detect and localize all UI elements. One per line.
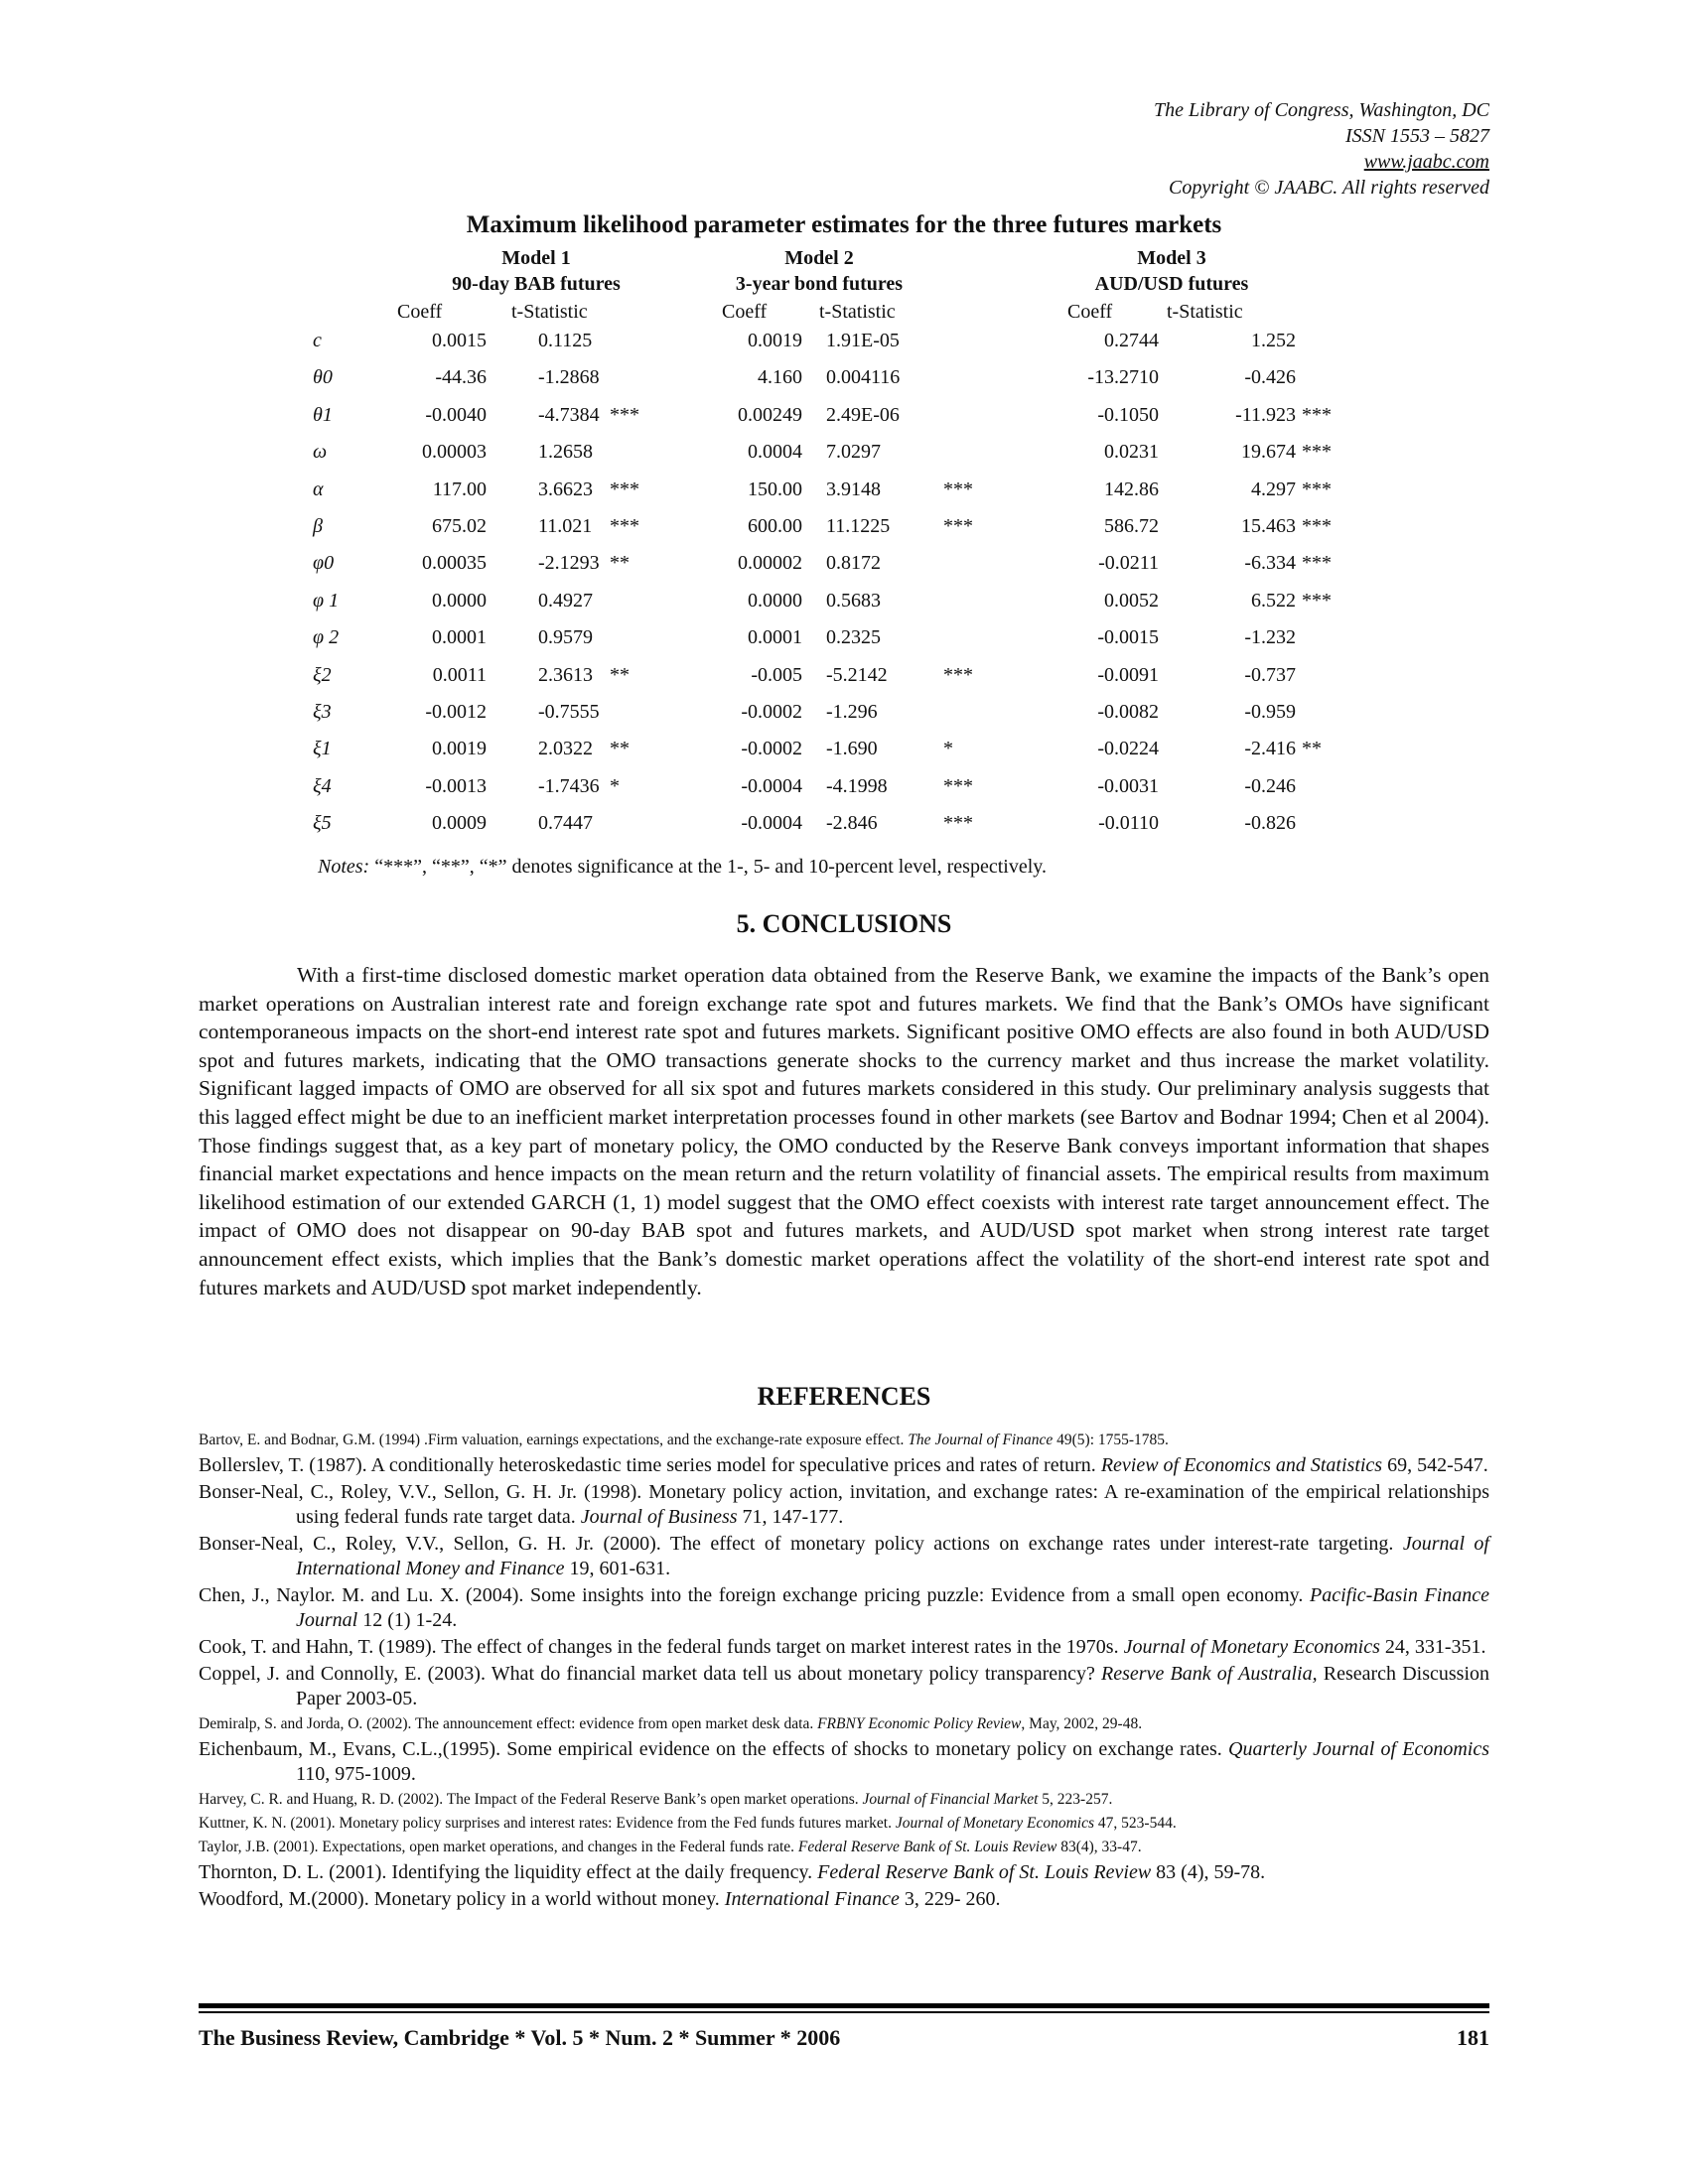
significance-stars: *** bbox=[943, 812, 973, 835]
significance-stars: ** bbox=[1302, 738, 1322, 760]
footer-rule bbox=[199, 2003, 1489, 2008]
notes-label: Notes: bbox=[318, 856, 370, 878]
table-title: Maximum likelihood parameter estimates for the three futures markets bbox=[466, 211, 1222, 238]
coeff-cell: -0.0091 bbox=[1097, 663, 1159, 686]
table-notes bbox=[318, 856, 1047, 879]
reference-journal: International Finance bbox=[724, 1888, 900, 1910]
model-1-heading bbox=[377, 245, 695, 297]
tstat-cell: 11.021 bbox=[538, 515, 593, 537]
notes-text: “***”, “**”, “*” denotes significance at the 1-, 5- and 10-percent level, respectively. bbox=[374, 856, 1047, 878]
parameter-symbol: α bbox=[313, 478, 324, 500]
table-row bbox=[0, 738, 1688, 771]
references-heading: REFERENCES bbox=[757, 1382, 931, 1411]
significance-stars: *** bbox=[1302, 552, 1332, 575]
significance-stars: *** bbox=[1302, 515, 1332, 537]
tstat-cell: 2.49E-06 bbox=[826, 403, 900, 426]
coeff-cell: -0.0013 bbox=[425, 774, 487, 797]
header-issn: ISSN 1553 – 5827 bbox=[1345, 125, 1489, 147]
reference-text: Coppel, J. and Connolly, E. (2003). What do financial market data tell us about monetary policy transparency? bbox=[199, 1663, 1102, 1685]
coeff-cell: -0.1050 bbox=[1097, 403, 1159, 426]
coeff-cell: -0.0031 bbox=[1097, 774, 1159, 797]
reference-text: Demiralp, S. and Jorda, O. (2002). The announcement effect: evidence from open market desk data. bbox=[199, 1715, 818, 1732]
reference-details: 3, 229- 260. bbox=[899, 1888, 1001, 1910]
tstat-cell: -0.7555 bbox=[538, 701, 600, 723]
coeff-cell: 0.00035 bbox=[422, 552, 487, 575]
significance-stars: *** bbox=[943, 663, 973, 686]
tstat-cell: -4.1998 bbox=[826, 774, 888, 797]
col-header-tstat: t-Statistic bbox=[511, 301, 588, 323]
tstat-cell: 0.9579 bbox=[538, 626, 593, 649]
reference-text: Eichenbaum, M., Evans, C.L.,(1995). Some empirical evidence on the effects of shocks to monetary policy on exchange rates. bbox=[199, 1738, 1228, 1760]
significance-stars: *** bbox=[1302, 589, 1332, 612]
table-row bbox=[0, 478, 1688, 512]
table-row bbox=[0, 441, 1688, 475]
tstat-cell: 11.1225 bbox=[826, 515, 891, 537]
table-row bbox=[0, 775, 1688, 809]
reference-item bbox=[199, 1662, 1489, 1711]
table-row bbox=[0, 590, 1688, 623]
reference-text: Woodford, M.(2000). Monetary policy in a world without money. bbox=[199, 1888, 725, 1910]
reference-details: 12 (1) 1-24. bbox=[357, 1609, 458, 1631]
coeff-cell: -0.0002 bbox=[741, 738, 802, 760]
model-desc: 3-year bond futures bbox=[735, 273, 904, 295]
coeff-cell: -0.0015 bbox=[1097, 626, 1159, 649]
reference-details: 69, 542-547. bbox=[1382, 1454, 1488, 1476]
coeff-cell: 0.0001 bbox=[748, 626, 802, 649]
header-url-link[interactable]: www.jaabc.com bbox=[1363, 151, 1489, 173]
coeff-cell: -0.005 bbox=[751, 663, 802, 686]
parameter-symbol: ξ1 bbox=[313, 738, 332, 760]
coeff-cell: 0.0231 bbox=[1104, 441, 1159, 464]
tstat-cell: -11.923 bbox=[1235, 403, 1296, 426]
tstat-cell: -2.1293 bbox=[538, 552, 600, 575]
reference-details: 83(4), 33-47. bbox=[1056, 1839, 1142, 1855]
significance-stars: *** bbox=[1302, 441, 1332, 464]
parameter-symbol: ω bbox=[313, 441, 328, 464]
references-list bbox=[199, 1430, 1489, 1914]
tstat-cell: 1.2658 bbox=[538, 441, 593, 464]
tstat-cell: 7.0297 bbox=[826, 441, 881, 464]
tstat-cell: -1.232 bbox=[1244, 626, 1296, 649]
reference-text: Thornton, D. L. (2001). Identifying the liquidity effect at the daily frequency. bbox=[199, 1861, 818, 1883]
reference-details: 5, 223-257. bbox=[1038, 1791, 1113, 1808]
coeff-cell: -0.0004 bbox=[741, 774, 802, 797]
tstat-cell: 6.522 bbox=[1251, 589, 1296, 612]
reference-journal: Journal of Business bbox=[580, 1506, 738, 1528]
tstat-cell: -0.426 bbox=[1244, 366, 1296, 389]
table-row bbox=[0, 366, 1688, 400]
model-name: Model 1 bbox=[501, 247, 571, 269]
reference-item bbox=[199, 1480, 1489, 1530]
reference-journal: FRBNY Economic Policy Review bbox=[817, 1715, 1022, 1732]
tstat-cell: -1.690 bbox=[826, 738, 878, 760]
tstat-cell: -2.416 bbox=[1244, 738, 1296, 760]
header-library: The Library of Congress, Washington, DC bbox=[1153, 99, 1489, 121]
coeff-cell: 142.86 bbox=[1104, 478, 1159, 500]
footer-rule-thin bbox=[199, 2011, 1489, 2013]
reference-text: Chen, J., Naylor. M. and Lu. X. (2004). Some insights into the foreign exchange pricing puzzle: Evidence from a small open economy. bbox=[199, 1584, 1310, 1606]
coeff-cell: 0.00003 bbox=[422, 441, 487, 464]
reference-journal: Journal of Monetary Economics bbox=[1123, 1636, 1380, 1658]
tstat-cell: -0.737 bbox=[1244, 663, 1296, 686]
tstat-cell: -4.7384 bbox=[538, 403, 600, 426]
coeff-cell: 0.2744 bbox=[1104, 330, 1159, 351]
reference-text: Cook, T. and Hahn, T. (1989). The effect of changes in the federal funds target on market interest rates in the 1970s. bbox=[199, 1636, 1124, 1658]
significance-stars: * bbox=[943, 738, 953, 760]
coeff-cell: 0.0009 bbox=[432, 812, 487, 835]
tstat-cell: 0.7447 bbox=[538, 812, 593, 835]
significance-stars: *** bbox=[1302, 478, 1332, 500]
page-header bbox=[1154, 97, 1489, 201]
tstat-cell: 0.8172 bbox=[826, 552, 881, 575]
coeff-cell: -0.0040 bbox=[425, 403, 487, 426]
reference-item bbox=[199, 1713, 1489, 1735]
coeff-cell: -0.0211 bbox=[1098, 552, 1159, 575]
coeff-cell: 0.0000 bbox=[748, 589, 802, 612]
coeff-cell: 0.0001 bbox=[432, 626, 487, 649]
table-row bbox=[0, 552, 1688, 586]
parameter-symbol: ξ2 bbox=[313, 663, 332, 686]
coeff-cell: 586.72 bbox=[1104, 515, 1159, 537]
tstat-cell: 2.0322 bbox=[538, 738, 593, 760]
parameter-symbol: θ0 bbox=[313, 366, 333, 389]
coeff-cell: -0.0002 bbox=[741, 701, 802, 723]
model-2-heading bbox=[660, 245, 978, 297]
coeff-cell: 0.0004 bbox=[748, 441, 802, 464]
significance-stars: ** bbox=[610, 663, 630, 686]
coeff-cell: 117.00 bbox=[432, 478, 487, 500]
parameter-symbol: c bbox=[313, 330, 322, 351]
reference-item bbox=[199, 1532, 1489, 1581]
coeff-cell: -0.0224 bbox=[1097, 738, 1159, 760]
reference-item bbox=[199, 1453, 1489, 1478]
header-copyright: Copyright © JAABC. All rights reserved bbox=[1169, 177, 1489, 199]
reference-details: Research Discussion Paper 2003-05. bbox=[296, 1663, 1490, 1709]
model-name: Model 2 bbox=[784, 247, 854, 269]
col-header-coeff: Coeff bbox=[397, 301, 443, 323]
coeff-cell: 0.0000 bbox=[432, 589, 487, 612]
reference-text: Bartov, E. and Bodnar, G.M. (1994) .Firm valuation, earnings expectations, and the exchange-rate exposure effect. bbox=[199, 1432, 909, 1448]
tstat-cell: 0.004116 bbox=[826, 366, 901, 389]
significance-stars: *** bbox=[610, 478, 639, 500]
reference-text: Bonser-Neal, C., Roley, V.V., Sellon, G. H. Jr. (1998). Monetary policy action, invitation, and exchange rates: A re-examination of the empirical relationships using federal funds rate target data. bbox=[199, 1481, 1489, 1528]
parameter-symbol: φ 2 bbox=[313, 626, 340, 649]
reference-item bbox=[199, 1887, 1489, 1912]
tstat-cell: 2.3613 bbox=[538, 663, 593, 686]
reference-item bbox=[199, 1789, 1489, 1811]
significance-stars: * bbox=[610, 774, 620, 797]
reference-journal: Journal of Monetary Economics bbox=[895, 1815, 1095, 1832]
coeff-cell: 150.00 bbox=[748, 478, 802, 500]
reference-journal: Journal of International Money and Finance bbox=[296, 1533, 1489, 1579]
reference-item bbox=[199, 1430, 1489, 1451]
page-number: 181 bbox=[1457, 2025, 1489, 2050]
reference-item bbox=[199, 1737, 1489, 1787]
col-header-tstat: t-Statistic bbox=[1167, 301, 1243, 323]
parameter-symbol: φ0 bbox=[313, 552, 335, 575]
coeff-cell: 0.00249 bbox=[738, 403, 802, 426]
reference-details: 19, 601-631. bbox=[564, 1558, 671, 1579]
reference-journal: Reserve Bank of Australia, bbox=[1101, 1663, 1318, 1685]
tstat-cell: -6.334 bbox=[1244, 552, 1296, 575]
col-header-tstat: t-Statistic bbox=[819, 301, 896, 323]
coeff-cell: 0.0011 bbox=[432, 663, 487, 686]
model-desc: AUD/USD futures bbox=[1094, 273, 1249, 295]
coeff-cell: 0.0015 bbox=[432, 330, 487, 351]
reference-item bbox=[199, 1583, 1489, 1633]
parameter-symbol: β bbox=[313, 515, 323, 537]
conclusions-heading: 5. CONCLUSIONS bbox=[736, 909, 952, 938]
coeff-cell: -0.0082 bbox=[1097, 701, 1159, 723]
significance-stars: *** bbox=[943, 478, 973, 500]
reference-journal: Quarterly Journal of Economics bbox=[1228, 1738, 1489, 1760]
significance-stars: *** bbox=[1302, 403, 1332, 426]
reference-item bbox=[199, 1837, 1489, 1858]
coeff-cell: -44.36 bbox=[435, 366, 487, 389]
parameter-symbol: θ1 bbox=[313, 403, 333, 426]
tstat-cell: 1.91E-05 bbox=[826, 330, 900, 351]
model-name: Model 3 bbox=[1137, 247, 1206, 269]
coeff-cell: -13.2710 bbox=[1087, 366, 1159, 389]
tstat-cell: -2.846 bbox=[826, 812, 878, 835]
reference-journal: Pacific-Basin Finance Journal bbox=[296, 1584, 1490, 1631]
reference-details: 110, 975-1009. bbox=[296, 1763, 416, 1785]
coeff-cell: -0.0004 bbox=[741, 812, 802, 835]
coeff-cell: 0.0052 bbox=[1104, 589, 1159, 612]
table-row bbox=[0, 812, 1688, 846]
coeff-cell: 0.0019 bbox=[748, 330, 802, 351]
table-row bbox=[0, 515, 1688, 549]
parameter-symbol: φ 1 bbox=[313, 589, 340, 612]
tstat-cell: 0.1125 bbox=[538, 330, 593, 351]
tstat-cell: 19.674 bbox=[1241, 441, 1296, 464]
significance-stars: *** bbox=[943, 515, 973, 537]
tstat-cell: -1.296 bbox=[826, 701, 878, 723]
coeff-cell: 600.00 bbox=[748, 515, 802, 537]
significance-stars: ** bbox=[610, 738, 630, 760]
coeff-cell: 675.02 bbox=[432, 515, 487, 537]
reference-text: Taylor, J.B. (2001). Expectations, open market operations, and changes in the Federal funds rate. bbox=[199, 1839, 798, 1855]
reference-details: 24, 331-351. bbox=[1379, 1636, 1486, 1658]
reference-journal: Journal of Financial Market bbox=[862, 1791, 1039, 1808]
reference-journal: Federal Reserve Bank of St. Louis Review bbox=[817, 1861, 1152, 1883]
coeff-cell: 4.160 bbox=[758, 366, 802, 389]
tstat-cell: -1.7436 bbox=[538, 774, 600, 797]
model-3-heading bbox=[1013, 245, 1331, 297]
reference-journal: The Journal of Finance bbox=[908, 1432, 1054, 1448]
reference-text: Bollerslev, T. (1987). A conditionally heteroskedastic time series model for speculative prices and rates of return. bbox=[199, 1454, 1101, 1476]
coeff-cell: -0.0110 bbox=[1098, 812, 1159, 835]
col-header-coeff: Coeff bbox=[1067, 301, 1113, 323]
col-header-coeff: Coeff bbox=[722, 301, 768, 323]
coeff-cell: 0.0019 bbox=[432, 738, 487, 760]
reference-details: 83 (4), 59-78. bbox=[1151, 1861, 1266, 1883]
significance-stars: *** bbox=[610, 515, 639, 537]
reference-details: 71, 147-177. bbox=[737, 1506, 844, 1528]
reference-text: Harvey, C. R. and Huang, R. D. (2002). The Impact of the Federal Reserve Bank’s open market operations. bbox=[199, 1791, 863, 1808]
coeff-cell: -0.0012 bbox=[425, 701, 487, 723]
reference-text: Bonser-Neal, C., Roley, V.V., Sellon, G. H. Jr. (2000). The effect of monetary policy actions on exchange rates under interest-rate targeting. bbox=[199, 1533, 1403, 1555]
reference-item bbox=[199, 1635, 1489, 1660]
tstat-cell: 0.5683 bbox=[826, 589, 881, 612]
parameter-symbol: ξ3 bbox=[313, 701, 332, 723]
reference-item bbox=[199, 1813, 1489, 1835]
significance-stars: ** bbox=[610, 552, 630, 575]
reference-journal: Federal Reserve Bank of St. Louis Review bbox=[797, 1839, 1057, 1855]
tstat-cell: 0.4927 bbox=[538, 589, 593, 612]
coeff-cell: 0.00002 bbox=[738, 552, 802, 575]
tstat-cell: 3.6623 bbox=[538, 478, 593, 500]
tstat-cell: -0.826 bbox=[1244, 812, 1296, 835]
parameter-symbol: ξ5 bbox=[313, 812, 332, 835]
table-row bbox=[0, 404, 1688, 438]
table-row bbox=[0, 701, 1688, 735]
reference-item bbox=[199, 1860, 1489, 1885]
table-row bbox=[0, 330, 1688, 363]
conclusions-paragraph: With a first-time disclosed domestic market operation data obtained from the Reserve Bank, we examine the impacts of the Bank’s open market operations on Australian interest rate and foreign exchange rate spot and futures markets. We find that the Bank’s OMOs have significant contemporaneous impacts on the short-end interest rate spot and futures markets. Significant positive OMO effects are also found in both AUD/USD spot and futures markets, indicating that the OMO transactions generate shocks to the currency market and thus increase the market volatility. Significant lagged impacts of OMO are observed for all six spot and futures markets considered in this study. Our preliminary analysis suggests that this lagged effect might be due to an inefficient market interpretation processes found in other markets (see Bartov and Bodnar 1994; Chen et al 2004). Those findings suggest that, as a key part of monetary policy, the OMO conducted by the Reserve Bank conveys important information that shapes financial market expectations and hence impacts on the mean return and the return volatility of financial assets. The empirical results from maximum likelihood estimation of our extended GARCH (1, 1) model suggest that the OMO effect coexists with interest rate target announcement effect. The impact of OMO does not disappear on 90-day BAB spot and futures markets, and AUD/USD spot market when strong interest rate target announcement effect exists, which implies that the Bank’s domestic market operations affect the volatility of the short-end interest rate spot and futures markets and AUD/USD spot market independently. bbox=[199, 963, 1489, 1299]
footer-journal: The Business Review, Cambridge * Vol. 5 * Num. 2 * Summer * 2006 bbox=[199, 2025, 841, 2050]
tstat-cell: -5.2142 bbox=[826, 663, 888, 686]
tstat-cell: 4.297 bbox=[1251, 478, 1296, 500]
reference-text: Kuttner, K. N. (2001). Monetary policy surprises and interest rates: Evidence from the Fed funds futures market. bbox=[199, 1815, 896, 1832]
tstat-cell: -1.2868 bbox=[538, 366, 600, 389]
tstat-cell: -0.246 bbox=[1244, 774, 1296, 797]
tstat-cell: 3.9148 bbox=[826, 478, 881, 500]
tstat-cell: 0.2325 bbox=[826, 626, 881, 649]
table-row bbox=[0, 664, 1688, 698]
reference-details: , May, 2002, 29-48. bbox=[1021, 1715, 1143, 1732]
significance-stars: *** bbox=[943, 774, 973, 797]
parameter-symbol: ξ4 bbox=[313, 774, 332, 797]
reference-details: 47, 523-544. bbox=[1094, 1815, 1177, 1832]
reference-journal: Review of Economics and Statistics bbox=[1100, 1454, 1383, 1476]
tstat-cell: 15.463 bbox=[1241, 515, 1296, 537]
significance-stars: *** bbox=[610, 403, 639, 426]
tstat-cell: -0.959 bbox=[1244, 701, 1296, 723]
reference-details: 49(5): 1755-1785. bbox=[1053, 1432, 1169, 1448]
model-desc: 90-day BAB futures bbox=[452, 273, 621, 295]
tstat-cell: 1.252 bbox=[1251, 330, 1296, 351]
table-row bbox=[0, 626, 1688, 660]
